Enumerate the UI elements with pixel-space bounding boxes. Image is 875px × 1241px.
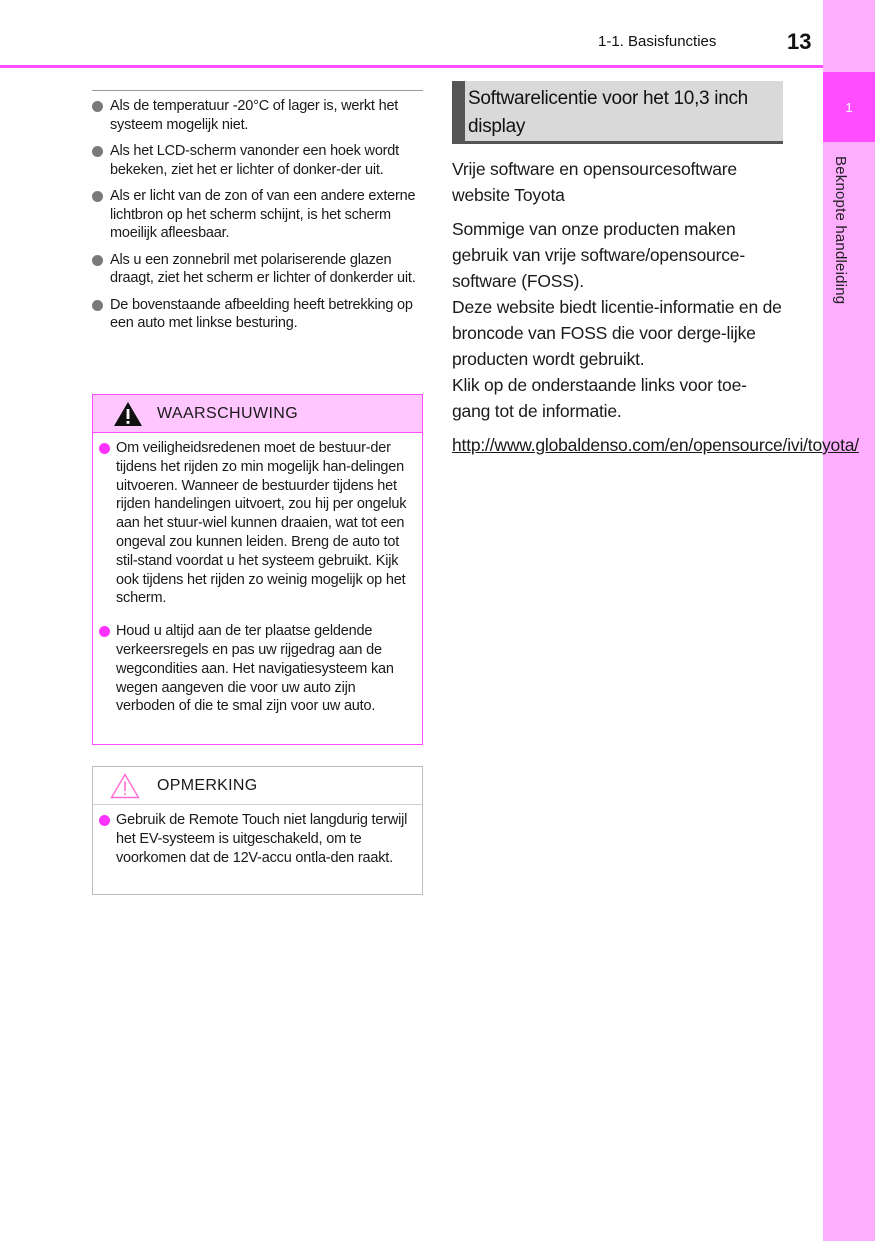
list-item — [92, 187, 423, 243]
list-item — [92, 97, 423, 134]
list-item — [99, 622, 408, 716]
side-band — [823, 0, 875, 1241]
bullet-dot-icon — [92, 101, 103, 112]
list-item-text: Om veiligheidsredenen moet de bestuur-der tijdens het rijden zo min mogelijk han-delingen uitvoeren. Wanneer de bestuurder tijdens het rijden handelingen uitvoert, zou hij per ongeluk aan het stuur-wiel kunnen draaien, wat tot een ongeval zou kunnen leiden. Breng de auto tot stil-stand voordat u het systeem gebruikt. Kijk ook tijdens het rijden zo weinig mogelijk op het scherm. — [116, 440, 407, 607]
paragraph-link — [452, 432, 859, 458]
warning-box — [92, 394, 423, 745]
bullet-dot-icon — [92, 146, 103, 157]
warning-triangle-icon — [113, 401, 143, 427]
note-header — [93, 767, 422, 805]
list-item — [92, 296, 423, 333]
header-divider — [0, 65, 823, 68]
bullet-dot-icon — [92, 255, 103, 266]
paragraph: Vrije software en opensourcesoftware website Toyota — [452, 159, 737, 205]
page-number: 13 — [787, 29, 812, 54]
bullet-dot-icon — [99, 626, 110, 637]
list-item — [92, 142, 423, 179]
list-item-text: Houd u altijd aan de ter plaatse geldende verkeersregels en pas uw rijgedrag aan de wegcondities aan. Het navigatiesysteem kan wegen aangeven die voor uw auto zijn verboden of die te smal zijn voor uw auto. — [116, 623, 394, 715]
list-item-text: Als het LCD-scherm vanonder een hoek wordt bekeken, ziet het er lichter of donker-der uit. — [110, 143, 399, 178]
note-box — [92, 766, 423, 895]
section-title: 1-1. Basisfuncties — [598, 33, 717, 50]
note-list — [93, 811, 422, 867]
bullet-dot-icon — [92, 191, 103, 202]
list-item — [99, 439, 408, 608]
chapter-title: Beknopte handleiding — [832, 156, 849, 305]
list-item-text: Gebruik de Remote Touch niet langdurig terwijl het EV-systeem is uitgeschakeld, om te voorkomen dat de 12V-accu ontla-den raakt. — [116, 812, 408, 866]
left-column — [92, 90, 423, 333]
warning-list — [93, 439, 422, 716]
warning-header — [93, 395, 422, 433]
bullet-dot-icon — [99, 815, 110, 826]
warning-title: WAARSCHUWING — [157, 404, 299, 422]
bullet-list — [92, 97, 423, 333]
list-item-text: Als u een zonnebril met polariserende glazen draagt, ziet het scherm er lichter of donkerder uit. — [110, 251, 416, 286]
list-item — [99, 811, 408, 867]
list-item-text: De bovenstaande afbeelding heeft betrekking op een auto met linkse besturing. — [110, 296, 413, 331]
foss-link[interactable]: http://www.globaldenso.com/en/opensource/ivi/toyota/ — [452, 435, 859, 455]
chapter-tab[interactable] — [823, 72, 875, 142]
chapter-number: 1 — [845, 99, 853, 115]
paragraph: Sommige van onze producten maken gebruik van vrije software/opensource-software (FOSS). — [452, 219, 745, 291]
list-item-text: Als de temperatuur -20°C of lager is, werkt het systeem mogelijk niet. — [110, 98, 399, 133]
bullet-dot-icon — [92, 300, 103, 311]
list-item-text: Als er licht van de zon of van een andere externe lichtbron op het scherm schijnt, is het scherm moeilijk afleesbaar. — [110, 188, 416, 241]
bullet-dot-icon — [99, 443, 110, 454]
caution-outline-icon — [110, 773, 140, 799]
left-top-rule — [92, 90, 423, 91]
note-title: OPMERKING — [157, 776, 258, 794]
list-item — [92, 251, 423, 288]
topic-heading: Softwarelicentie voor het 10,3 inch display — [452, 81, 783, 144]
paragraph: Deze website biedt licentie-informatie en de broncode van FOSS die voor derge-lijke producten wordt gebruikt. — [452, 297, 782, 369]
paragraph: Klik op de onderstaande links voor toe-gang tot de informatie. — [452, 375, 747, 421]
